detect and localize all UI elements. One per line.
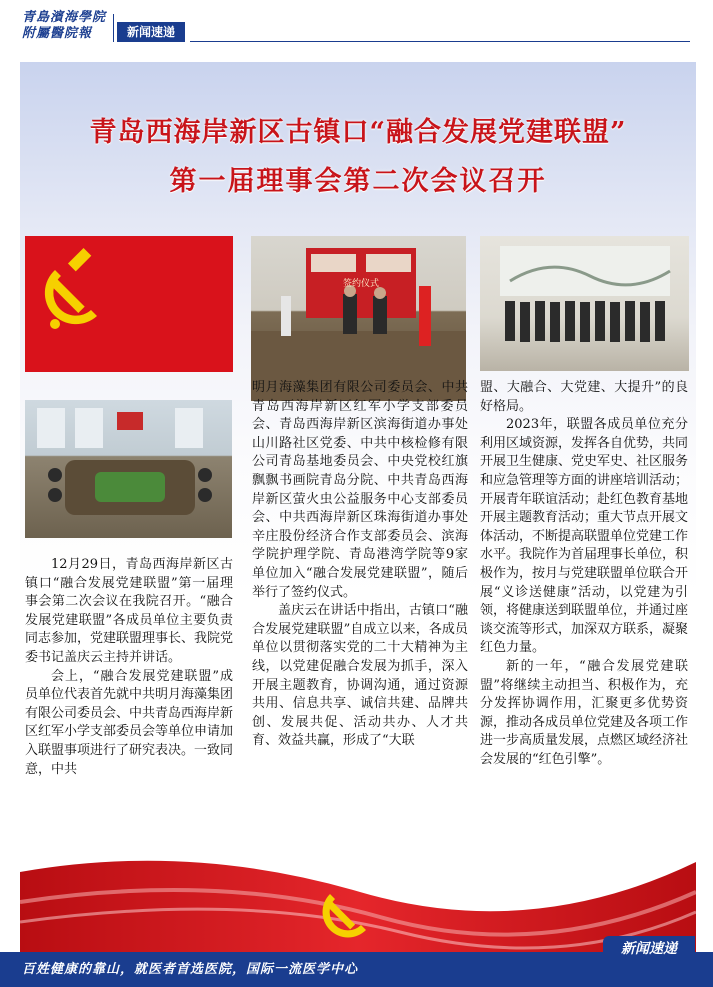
masthead-line-1: 青島濱海學院 [22,10,107,25]
article-title-line-2: 第一届理事会第二次会议召开 [169,166,547,197]
footer-slogan: 百姓健康的靠山，就医者首选医院，国际一流医学中心 [22,962,359,977]
article-column-2 [252,379,468,751]
article-title-line-1: 青岛西海岸新区古镇口“融合发展党建联盟” [89,117,627,148]
header-rule [190,41,690,42]
hammer-sickle-icon [25,236,233,372]
signing-backdrop-text: 签约仪式 [342,279,379,289]
page-footer [0,941,713,987]
article-column-3 [480,379,688,769]
red-ribbon-banner [20,832,696,952]
section-tag: 新闻速递 [117,22,185,42]
article-paragraph: 12月29日，青岛西海岸新区古镇口“融合发展党建联盟”第一届理事会第二次会议在我院召开。“融合发展党建联盟”各成员单位主要负责同志参加，党建联盟理事长、我院党委书记盖庆云主持并讲话。 [25,557,234,665]
article-paragraph: 会上，“融合发展党建联盟”成员单位代表首先就中共明月海藻集团有限公司委员会、中共青岛西海岸新区红军小学支部委员会等单位申请加入联盟事项进行了研究表决。一致同意，中共 [25,668,234,777]
article-paragraph: 2023年，联盟各成员单位充分利用区域资源，发挥各自优势，共同开展卫生健康、党史军史、社区服务和应急管理等方面的讲座培训活动；开展青年联谊活动；赴红色教育基地开展主题教育活动；重大节点开展文体活动，不断提高联盟单位党建工作水平。我院作为首届理事长单位，积极作为，按月与党建联盟单位联合开展“义诊送健康”活动，以党建为引领，将健康送到联盟单位，并通过座谈交流等形式，加深双方联系，凝聚红色力量。 [480,417,689,656]
meeting-room-photo [25,400,232,538]
footer-section-tag: 新闻速递 [603,936,695,962]
header-divider [113,14,114,42]
group-photo [480,236,689,371]
page-header [0,0,713,50]
newspaper-masthead [22,10,112,42]
article-paragraph: 盖庆云在讲话中指出，古镇口“融合发展党建联盟”自成立以来，各成员单位以贯彻落实党的二十大精神为主线，以党建促融合发展为抓手，深入开展主题教育，协调沟通，通过资源共用、信息共享、诚信共建、品牌共创、发展共促、活动共办、人才共育、效益共赢，形成了“大联 [252,603,468,749]
article-column-1 [25,556,233,779]
article-paragraph: 盟、大融合、大党建、大提升”的良好格局。 [480,380,688,414]
article-page [20,62,696,952]
article-paragraph: 新的一年，“融合发展党建联盟”将继续主动担当、积极作为，充分发挥协调作用，汇聚更多优势资源，推动各成员单位党建及各项工作进一步高质量发展，点燃区域经济社会发展的“红色引擎”。 [480,658,689,767]
signing-ceremony-photo [251,236,466,401]
masthead-line-2: 附屬醫院報 [22,26,93,41]
party-flag-image [25,236,233,372]
article-paragraph: 明月海藻集团有限公司委员会、中共青岛西海岸新区红军小学支部委员会、青岛西海岸新区滨海街道办事处山川路社区党委、中共中核检修有限公司青岛基地委员会、中央党校红旗飘飘书画院青岛分院、中共青岛西海岸新区萤火虫公益服务中心支部委员会、中共西海岸新区珠海街道办事处辛庄股份经济合作支部委员会、滨海学院护理学院、青岛港湾学院等9家单位加入“融合发展党建联盟”，随后举行了签约仪式。 [252,380,468,600]
